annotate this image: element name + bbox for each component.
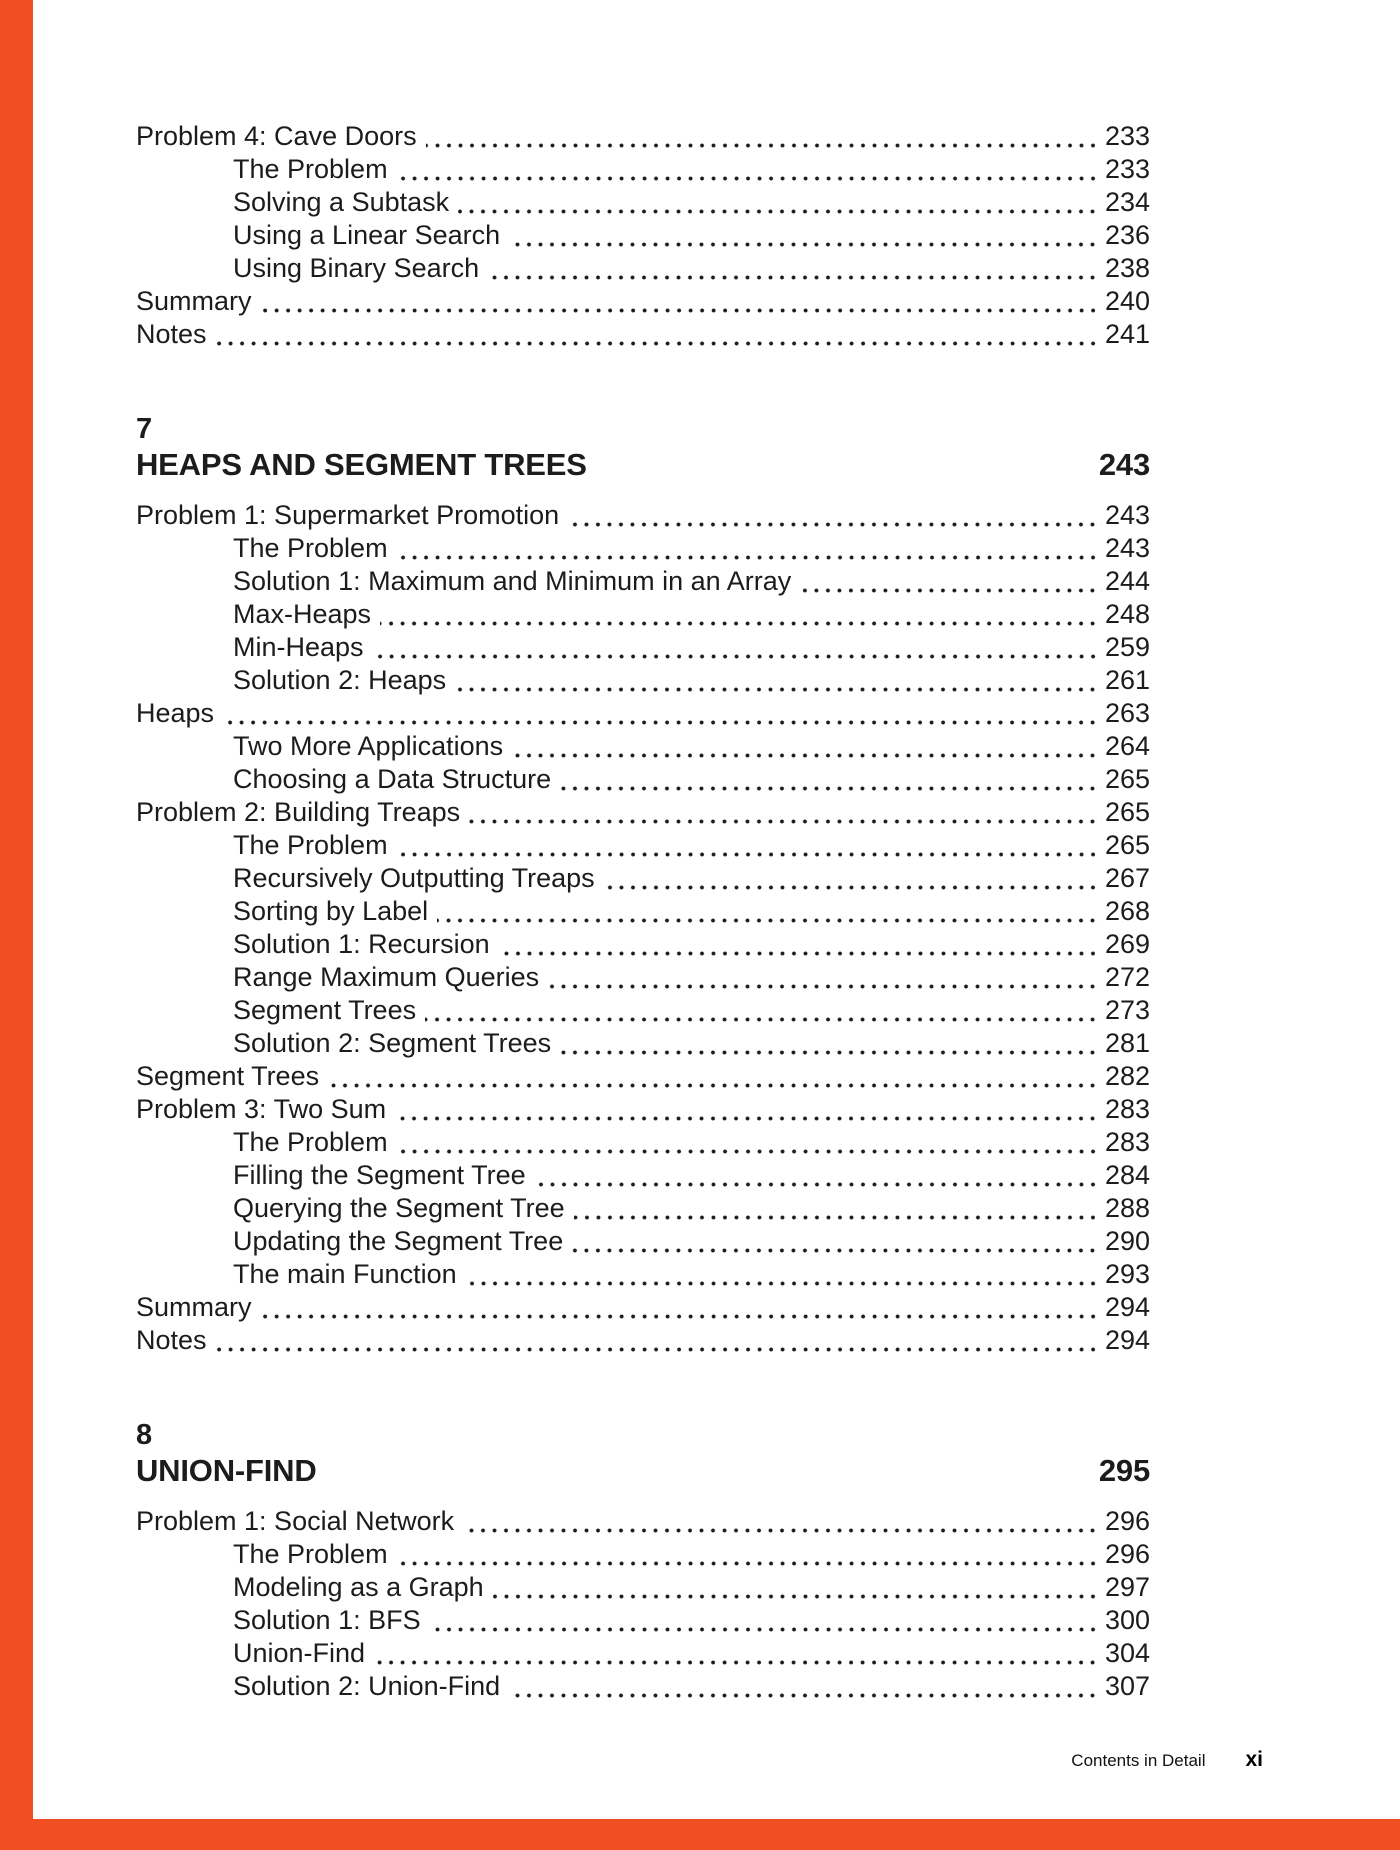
- dot-leader: [397, 176, 1102, 181]
- chapter-page-number: 295: [1098, 1453, 1150, 1488]
- chapter-page-number: 243: [1098, 447, 1150, 482]
- toc-entry: [136, 1093, 1150, 1126]
- dot-leader: [216, 1347, 1102, 1352]
- chapter-title-row: [136, 447, 1150, 483]
- entry-page-number: 297: [1104, 1572, 1150, 1602]
- dot-leader: [328, 1083, 1102, 1088]
- dot-leader: [397, 555, 1102, 560]
- entry-label: Min-Heaps: [233, 632, 364, 662]
- toc-entry: [136, 1291, 1150, 1324]
- entry-label: Segment Trees: [136, 1061, 320, 1091]
- entry-page-number: 283: [1104, 1094, 1150, 1124]
- toc-entry: [136, 186, 1150, 219]
- toc-entry: [136, 1538, 1150, 1571]
- entry-label: Sorting by Label: [233, 896, 429, 926]
- dot-leader: [373, 654, 1102, 659]
- entry-page-number: 288: [1104, 1193, 1150, 1223]
- entry-label: Max-Heaps: [233, 599, 372, 629]
- dot-leader: [380, 621, 1102, 626]
- entry-page-number: 241: [1104, 319, 1150, 349]
- dot-leader: [395, 1116, 1102, 1121]
- dot-leader: [463, 1528, 1102, 1533]
- toc-section-continuation: [136, 120, 1150, 351]
- entry-page-number: 265: [1104, 797, 1150, 827]
- toc-entry: [136, 1324, 1150, 1357]
- dot-leader: [469, 819, 1102, 824]
- toc-entry: [136, 796, 1150, 829]
- dot-leader: [455, 687, 1102, 692]
- toc-section-chapter-8: [136, 1419, 1150, 1703]
- dot-leader: [261, 308, 1102, 313]
- entry-label: The Problem: [233, 830, 388, 860]
- dot-leader: [397, 1561, 1102, 1566]
- entry-label: Summary: [136, 286, 252, 316]
- entry-label: The Problem: [233, 154, 388, 184]
- chapter-title: UNION-FIND: [136, 1453, 317, 1488]
- entry-page-number: 238: [1104, 253, 1150, 283]
- entry-label: Updating the Segment Tree: [233, 1226, 564, 1256]
- entry-label: The Problem: [233, 1127, 388, 1157]
- entry-page-number: 307: [1104, 1671, 1150, 1701]
- toc-entry-list: [136, 120, 1150, 351]
- entry-page-number: 273: [1104, 995, 1150, 1025]
- toc-entry: [136, 1027, 1150, 1060]
- entry-page-number: 284: [1104, 1160, 1150, 1190]
- entry-label: Two More Applications: [233, 731, 504, 761]
- entry-page-number: 240: [1104, 286, 1150, 316]
- entry-page-number: 296: [1104, 1539, 1150, 1569]
- entry-label: Recursively Outputting Treaps: [233, 863, 595, 893]
- toc-entry: [136, 1060, 1150, 1093]
- toc-entry: [136, 532, 1150, 565]
- toc-entry: [136, 862, 1150, 895]
- entry-label: Filling the Segment Tree: [233, 1160, 526, 1190]
- toc-entry: [136, 928, 1150, 961]
- entry-page-number: 234: [1104, 187, 1150, 217]
- entry-page-number: 281: [1104, 1028, 1150, 1058]
- entry-label: Summary: [136, 1292, 252, 1322]
- entry-page-number: 267: [1104, 863, 1150, 893]
- entry-label: Modeling as a Graph: [233, 1572, 484, 1602]
- toc-entry: [136, 499, 1150, 532]
- toc-entry: [136, 565, 1150, 598]
- entry-page-number: 243: [1104, 500, 1150, 530]
- entry-label: Heaps: [136, 698, 215, 728]
- dot-leader: [397, 1149, 1102, 1154]
- toc-entry: [136, 1505, 1150, 1538]
- toc-entry: [136, 763, 1150, 796]
- toc-entry: [136, 1637, 1150, 1670]
- toc-entry: [136, 730, 1150, 763]
- dot-leader: [604, 885, 1102, 890]
- dot-leader: [568, 522, 1102, 527]
- entry-label: The Problem: [233, 1539, 388, 1569]
- footer-running-head: Contents in Detail: [1071, 1751, 1206, 1770]
- entry-label: The main Function: [233, 1259, 457, 1289]
- entry-page-number: 304: [1104, 1638, 1150, 1668]
- entry-page-number: 282: [1104, 1061, 1150, 1091]
- dot-leader: [512, 753, 1102, 758]
- toc-section-chapter-7: [136, 413, 1150, 1357]
- dot-leader: [560, 1050, 1102, 1055]
- entry-page-number: 265: [1104, 764, 1150, 794]
- entry-page-number: 259: [1104, 632, 1150, 662]
- entry-page-number: 261: [1104, 665, 1150, 695]
- toc-entry: [136, 1159, 1150, 1192]
- entry-label: Querying the Segment Tree: [233, 1193, 565, 1223]
- toc-entry: [136, 318, 1150, 351]
- entry-page-number: 236: [1104, 220, 1150, 250]
- dot-leader: [493, 1594, 1102, 1599]
- toc-entry: [136, 961, 1150, 994]
- toc-entry: [136, 1604, 1150, 1637]
- toc-entry: [136, 598, 1150, 631]
- toc-entry: [136, 1571, 1150, 1604]
- entry-page-number: 233: [1104, 121, 1150, 151]
- dot-leader: [374, 1660, 1102, 1665]
- toc-entry: [136, 285, 1150, 318]
- toc-entry: [136, 829, 1150, 862]
- toc-entry-list: [136, 1505, 1150, 1703]
- dot-leader: [458, 209, 1102, 214]
- entry-label: Solution 1: Recursion: [233, 929, 490, 959]
- toc-entry: [136, 664, 1150, 697]
- entry-page-number: 233: [1104, 154, 1150, 184]
- dot-leader: [572, 1248, 1102, 1253]
- entry-page-number: 296: [1104, 1506, 1150, 1536]
- entry-page-number: 294: [1104, 1292, 1150, 1322]
- dot-leader: [560, 786, 1102, 791]
- entry-label: Solution 2: Union-Find: [233, 1671, 501, 1701]
- entry-page-number: 243: [1104, 533, 1150, 563]
- toc-entry: [136, 153, 1150, 186]
- dot-leader: [509, 1693, 1102, 1698]
- dot-leader: [223, 720, 1102, 725]
- chapter-number: 7: [136, 413, 153, 445]
- toc-entry: [136, 252, 1150, 285]
- entry-page-number: 294: [1104, 1325, 1150, 1355]
- entry-label: Union-Find: [233, 1638, 366, 1668]
- dot-leader: [509, 242, 1102, 247]
- entry-label: Segment Trees: [233, 995, 417, 1025]
- entry-label: Choosing a Data Structure: [233, 764, 552, 794]
- entry-page-number: 283: [1104, 1127, 1150, 1157]
- entry-page-number: 293: [1104, 1259, 1150, 1289]
- entry-label: Solution 2: Segment Trees: [233, 1028, 552, 1058]
- toc-entry: [136, 994, 1150, 1027]
- toc-entry: [136, 631, 1150, 664]
- entry-label: Using Binary Search: [233, 253, 480, 283]
- dot-leader: [548, 984, 1102, 989]
- entry-page-number: 263: [1104, 698, 1150, 728]
- entry-label: Using a Linear Search: [233, 220, 501, 250]
- toc-entry: [136, 1670, 1150, 1703]
- page-footer: [1071, 1748, 1263, 1772]
- entry-label: Problem 1: Supermarket Promotion: [136, 500, 560, 530]
- toc-entry: [136, 895, 1150, 928]
- entry-label: Solution 2: Heaps: [233, 665, 447, 695]
- dot-leader: [430, 1627, 1102, 1632]
- entry-label: The Problem: [233, 533, 388, 563]
- entry-label: Notes: [136, 1325, 207, 1355]
- entry-page-number: 290: [1104, 1226, 1150, 1256]
- entry-label: Problem 2: Building Treaps: [136, 797, 461, 827]
- entry-page-number: 269: [1104, 929, 1150, 959]
- toc-entry: [136, 1258, 1150, 1291]
- toc-entry: [136, 1225, 1150, 1258]
- dot-leader: [574, 1215, 1102, 1220]
- dot-leader: [425, 1017, 1102, 1022]
- chapter-title: HEAPS AND SEGMENT TREES: [136, 447, 587, 482]
- dot-leader: [488, 275, 1102, 280]
- dot-leader: [437, 918, 1102, 923]
- entry-label: Notes: [136, 319, 207, 349]
- entry-page-number: 248: [1104, 599, 1150, 629]
- entry-label: Solution 1: Maximum and Minimum in an Array: [233, 566, 792, 596]
- entry-label: Range Maximum Queries: [233, 962, 540, 992]
- footer-page-number: xi: [1245, 1748, 1263, 1771]
- entry-label: Problem 1: Social Network: [136, 1506, 455, 1536]
- entry-page-number: 268: [1104, 896, 1150, 926]
- toc-entry-list: [136, 499, 1150, 1357]
- entry-label: Problem 4: Cave Doors: [136, 121, 417, 151]
- chapter-title-row: [136, 1453, 1150, 1489]
- dot-leader: [535, 1182, 1102, 1187]
- entry-page-number: 264: [1104, 731, 1150, 761]
- dot-leader: [426, 143, 1102, 148]
- entry-page-number: 244: [1104, 566, 1150, 596]
- bottom-accent-bar: [0, 1819, 1400, 1850]
- entry-label: Solving a Subtask: [233, 187, 450, 217]
- dot-leader: [800, 588, 1102, 593]
- table-of-contents: [136, 0, 1150, 1703]
- entry-label: Problem 3: Two Sum: [136, 1094, 387, 1124]
- toc-entry: [136, 120, 1150, 153]
- entry-label: Solution 1: BFS: [233, 1605, 421, 1635]
- toc-entry: [136, 1192, 1150, 1225]
- chapter-number: 8: [136, 1419, 153, 1451]
- dot-leader: [261, 1314, 1102, 1319]
- toc-entry: [136, 1126, 1150, 1159]
- entry-page-number: 272: [1104, 962, 1150, 992]
- entry-page-number: 265: [1104, 830, 1150, 860]
- dot-leader: [499, 951, 1102, 956]
- dot-leader: [216, 341, 1102, 346]
- toc-entry: [136, 219, 1150, 252]
- dot-leader: [397, 852, 1102, 857]
- dot-leader: [466, 1281, 1102, 1286]
- toc-entry: [136, 697, 1150, 730]
- left-accent-bar: [0, 0, 33, 1850]
- entry-page-number: 300: [1104, 1605, 1150, 1635]
